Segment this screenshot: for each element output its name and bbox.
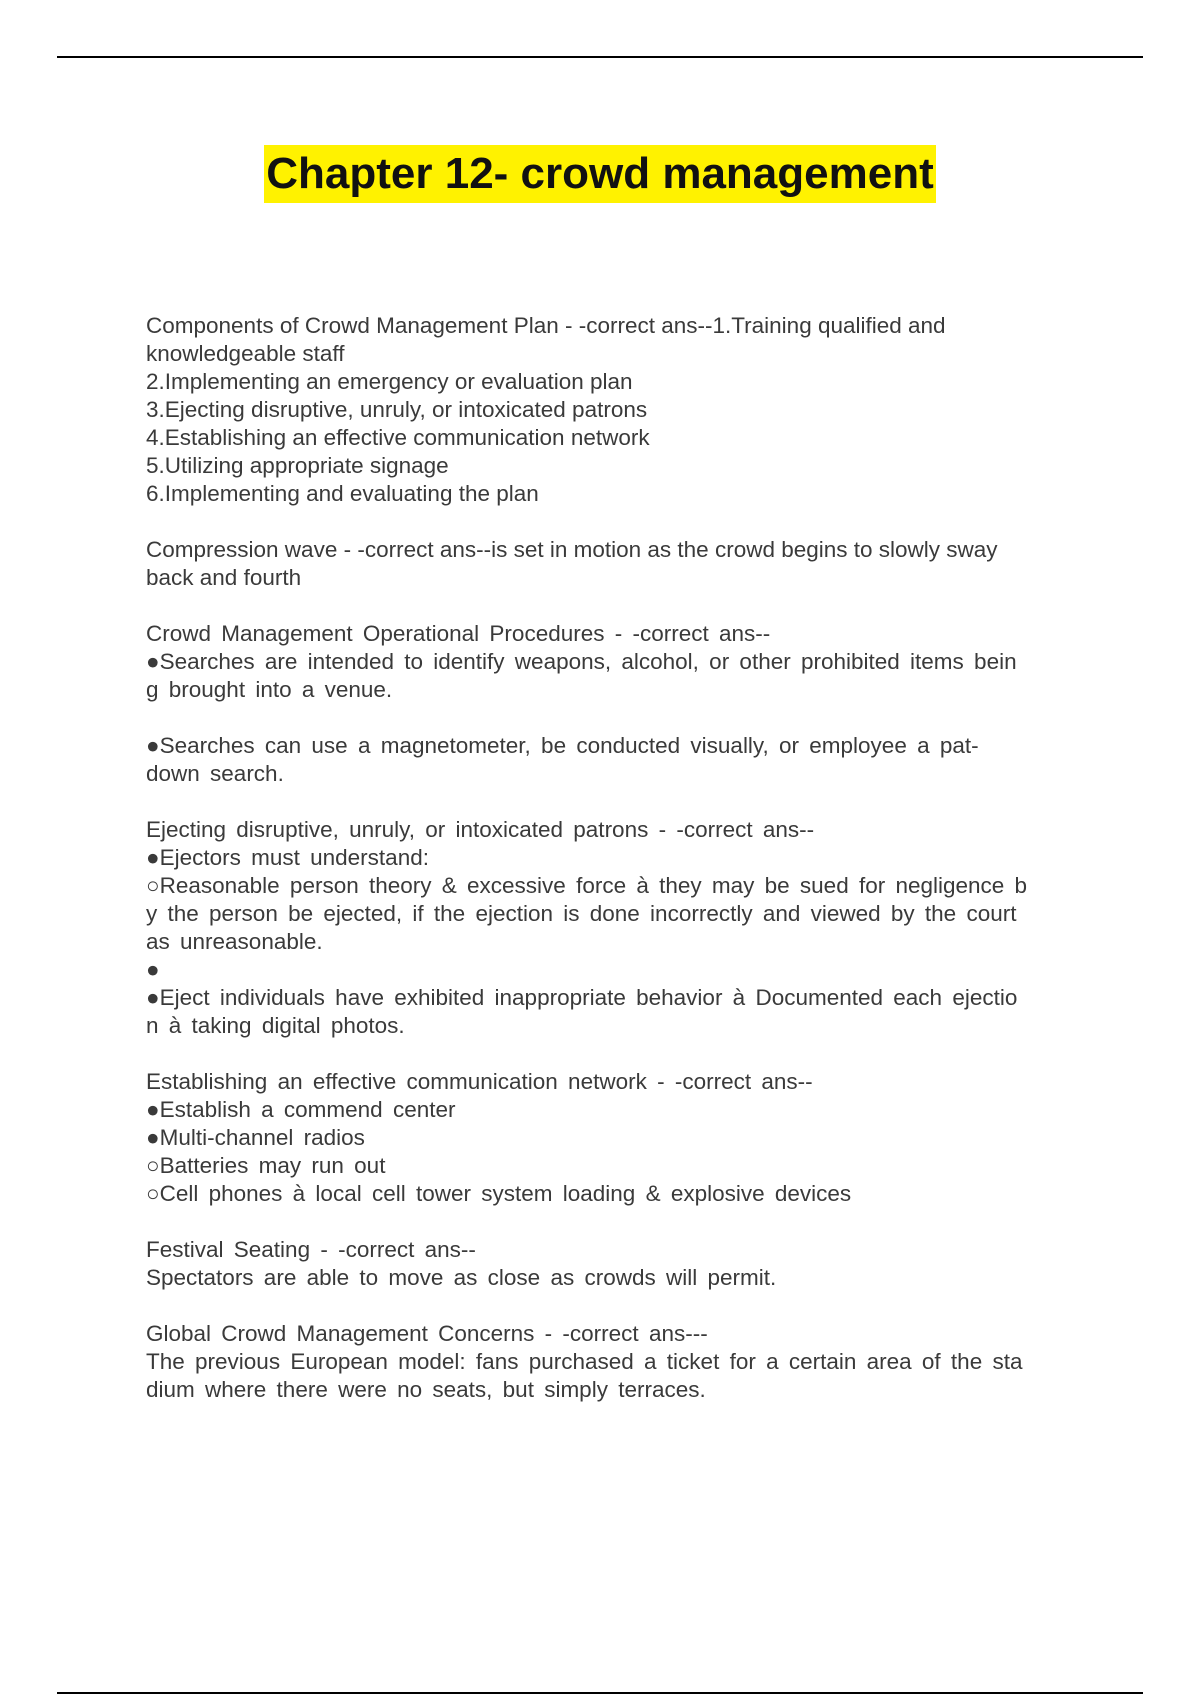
entry-line: knowledgeable staff xyxy=(146,341,345,366)
entry-operational-procedures xyxy=(146,620,1091,704)
entry-line: ○Cell phones à local cell tower system loading & explosive devices xyxy=(146,1181,852,1206)
entry-line: 4.Establishing an effective communication network xyxy=(146,425,650,450)
entry-line: The previous European model: fans purchased a ticket for a certain area of the sta xyxy=(146,1349,1023,1374)
entry-line: Establishing an effective communication network - -correct ans-- xyxy=(146,1069,813,1094)
entry-line: ●Multi-channel radios xyxy=(146,1125,365,1150)
entry-compression-wave xyxy=(146,536,1091,592)
entry-line: Global Crowd Management Concerns - -correct ans--- xyxy=(146,1321,708,1346)
document-body xyxy=(146,312,1091,1432)
entry-line: ●Establish a commend center xyxy=(146,1097,456,1122)
entry-line: ●Searches can use a magnetometer, be conducted visually, or employee a pat- xyxy=(146,733,979,758)
entry-crowd-management-plan xyxy=(146,312,1091,508)
entry-global-concerns xyxy=(146,1320,1091,1404)
entry-line: 2.Implementing an emergency or evaluation plan xyxy=(146,369,633,394)
entry-line: Crowd Management Operational Procedures - -correct ans-- xyxy=(146,621,771,646)
page-title: Chapter 12- crowd management xyxy=(264,145,936,203)
entry-line: y the person be ejected, if the ejection is done incorrectly and viewed by the court xyxy=(146,901,1017,926)
entry-line: Festival Seating - -correct ans-- xyxy=(146,1237,476,1262)
entry-festival-seating xyxy=(146,1236,1091,1292)
entry-line: g brought into a venue. xyxy=(146,677,393,702)
entry-line: n à taking digital photos. xyxy=(146,1013,405,1038)
entry-line: Spectators are able to move as close as crowds will permit. xyxy=(146,1265,777,1290)
entry-line: back and fourth xyxy=(146,565,302,590)
entry-line: ●Eject individuals have exhibited inappropriate behavior à Documented each ejectio xyxy=(146,985,1018,1010)
entry-searches xyxy=(146,732,1091,788)
title-area xyxy=(0,145,1200,203)
entry-line: Components of Crowd Management Plan - -correct ans--1.Training qualified and xyxy=(146,313,946,338)
bottom-rule xyxy=(57,1692,1143,1694)
entry-line: down search. xyxy=(146,761,284,786)
entry-line: 3.Ejecting disruptive, unruly, or intoxicated patrons xyxy=(146,397,648,422)
entry-line: as unreasonable. xyxy=(146,929,323,954)
entry-line: dium where there were no seats, but simply terraces. xyxy=(146,1377,706,1402)
entry-line: Ejecting disruptive, unruly, or intoxicated patrons - -correct ans-- xyxy=(146,817,815,842)
entry-line: ●Ejectors must understand: xyxy=(146,845,429,870)
entry-line: ●Searches are intended to identify weapons, alcohol, or other prohibited items bein xyxy=(146,649,1017,674)
entry-line: ● xyxy=(146,957,160,982)
entry-communication-network xyxy=(146,1068,1091,1208)
top-rule xyxy=(57,56,1143,58)
entry-line: 6.Implementing and evaluating the plan xyxy=(146,481,539,506)
entry-ejecting-patrons xyxy=(146,816,1091,1040)
entry-line: ○Batteries may run out xyxy=(146,1153,386,1178)
entry-line: 5.Utilizing appropriate signage xyxy=(146,453,449,478)
entry-line: Compression wave - -correct ans--is set in motion as the crowd begins to slowly sway xyxy=(146,537,998,562)
entry-line: ○Reasonable person theory & excessive force à they may be sued for negligence b xyxy=(146,873,1028,898)
